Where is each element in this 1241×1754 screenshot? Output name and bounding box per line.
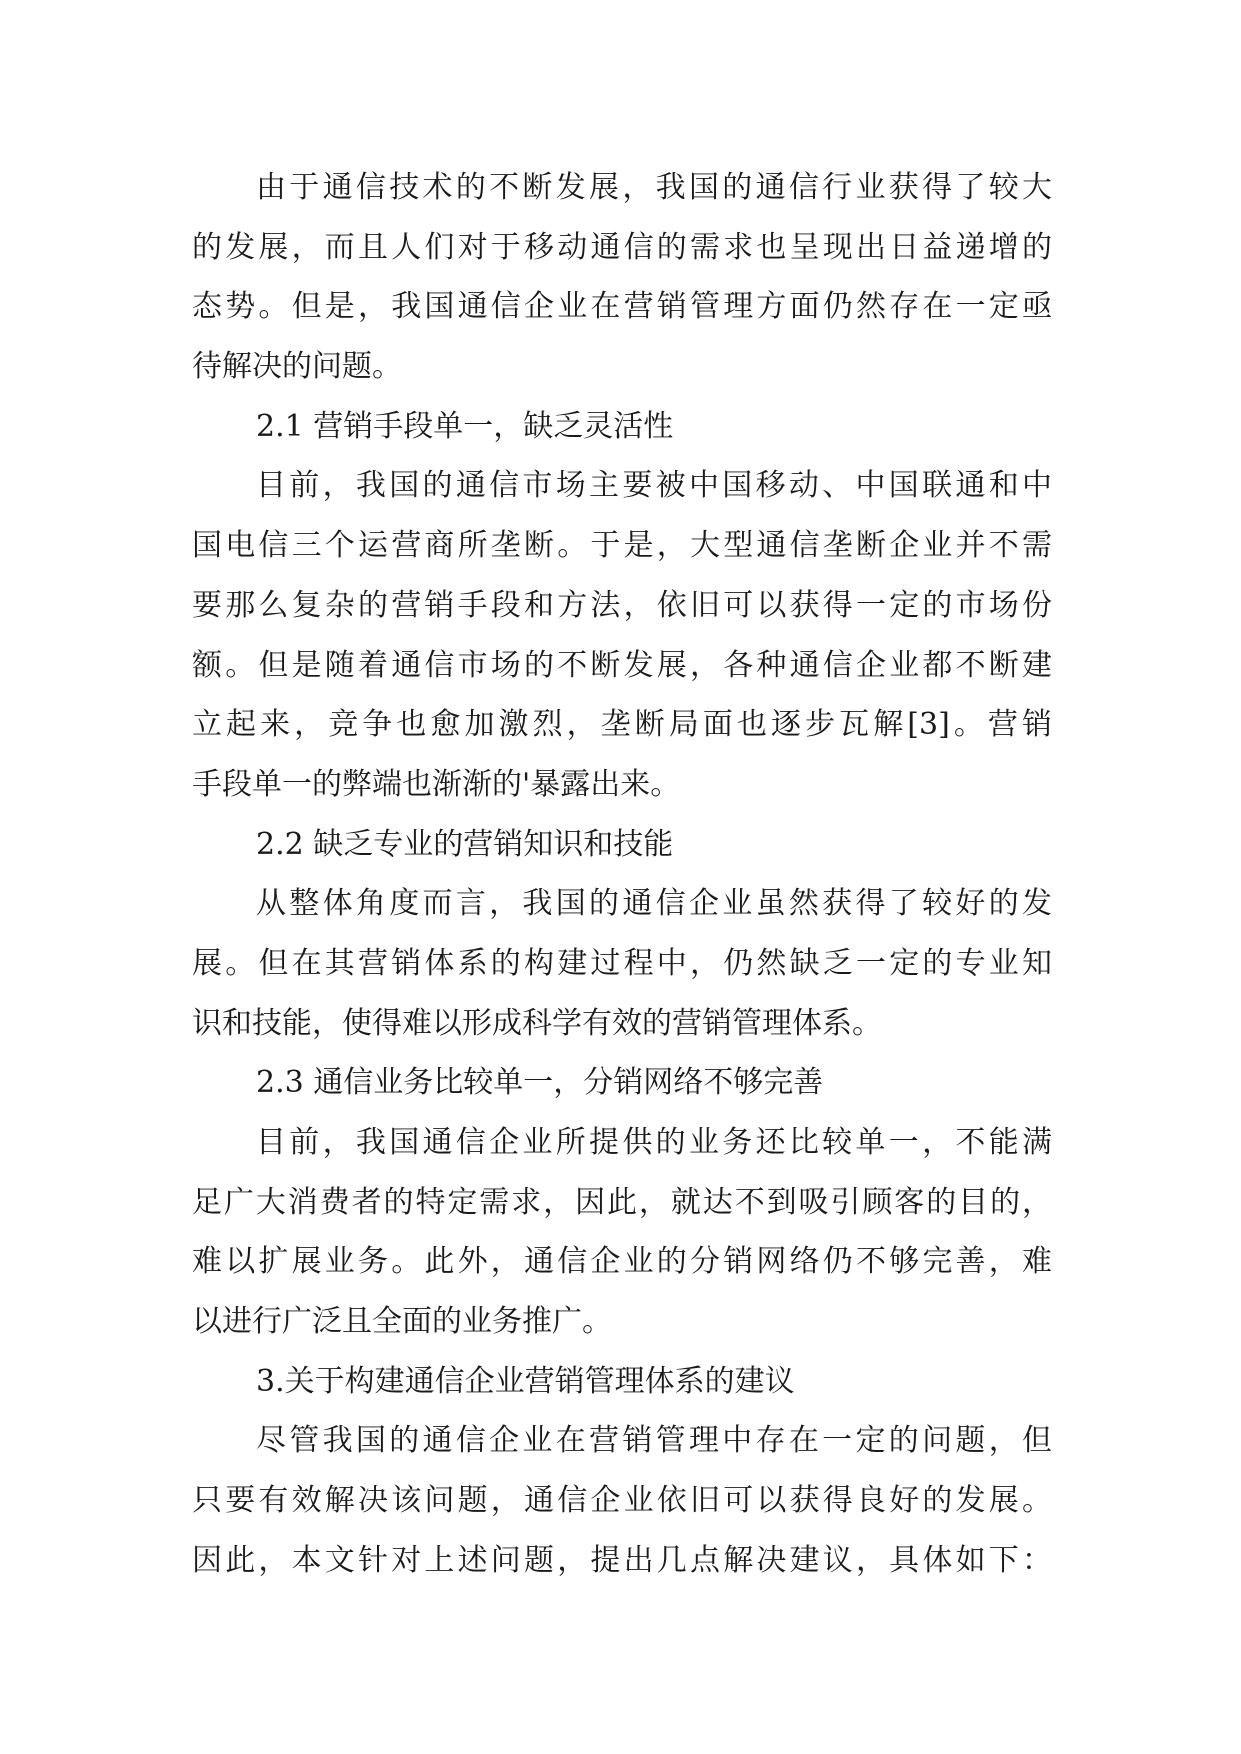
section-heading-3: 3.关于构建通信企业营销管理体系的建议 xyxy=(256,1363,795,1399)
text-line: 立起来，竞争也愈加激烈，垄断局面也逐步瓦解[3]。营销 xyxy=(192,707,1052,743)
text-line: 国电信三个运营商所垄断。于是，大型通信垄断企业并不需 xyxy=(192,528,1052,564)
text-line: 从整体角度而言，我国的通信企业虽然获得了较好的发 xyxy=(256,886,1052,922)
text-line: 待解决的问题。 xyxy=(192,349,402,385)
text-line: 识和技能，使得难以形成科学有效的营销管理体系。 xyxy=(192,1005,882,1041)
text-line: 足广大消费者的特定需求，因此，就达不到吸引顾客的目的， xyxy=(192,1184,1052,1220)
section-heading-2-2: 2.2 缺乏专业的营销知识和技能 xyxy=(256,826,674,862)
paragraph-2-3 xyxy=(192,1113,1052,1352)
paragraph-2-2 xyxy=(192,874,1052,1053)
text-line: 因此，本文针对上述问题，提出几点解决建议，具体如下： xyxy=(192,1542,1052,1578)
text-line: 展。但在其营销体系的构建过程中，仍然缺乏一定的专业知 xyxy=(192,945,1052,981)
text-line: 尽管我国的通信企业在营销管理中存在一定的问题，但 xyxy=(256,1423,1052,1459)
text-line: 态势。但是，我国通信企业在营销管理方面仍然存在一定亟 xyxy=(192,289,1052,325)
paragraph-intro xyxy=(192,158,1052,397)
text-line: 目前，我国的通信市场主要被中国移动、中国联通和中 xyxy=(256,468,1052,504)
text-line: 手段单一的弊端也渐渐的'暴露出来。 xyxy=(192,766,681,802)
document-body xyxy=(192,158,1052,1591)
text-line: 目前，我国通信企业所提供的业务还比较单一，不能满 xyxy=(256,1125,1052,1160)
text-line: 以进行广泛且全面的业务推广。 xyxy=(192,1304,612,1340)
text-line: 只要有效解决该问题，通信企业依旧可以获得良好的发展。 xyxy=(192,1483,1052,1519)
text-line: 的发展，而且人们对于移动通信的需求也呈现出日益递增的 xyxy=(192,229,1052,265)
paragraph-2-1 xyxy=(192,456,1052,814)
section-heading-2-1: 2.1 营销手段单一，缺乏灵活性 xyxy=(256,408,674,444)
text-line: 额。但是随着通信市场的不断发展，各种通信企业都不断建 xyxy=(192,647,1052,683)
text-line: 由于通信技术的不断发展，我国的通信行业获得了较大 xyxy=(256,170,1052,205)
text-line: 难以扩展业务。此外，通信企业的分销网络仍不够完善，难 xyxy=(192,1244,1052,1280)
paragraph-3 xyxy=(192,1411,1052,1590)
section-heading-2-3: 2.3 通信业务比较单一，分销网络不够完善 xyxy=(256,1065,824,1101)
text-line: 要那么复杂的营销手段和方法，依旧可以获得一定的市场份 xyxy=(192,587,1052,623)
